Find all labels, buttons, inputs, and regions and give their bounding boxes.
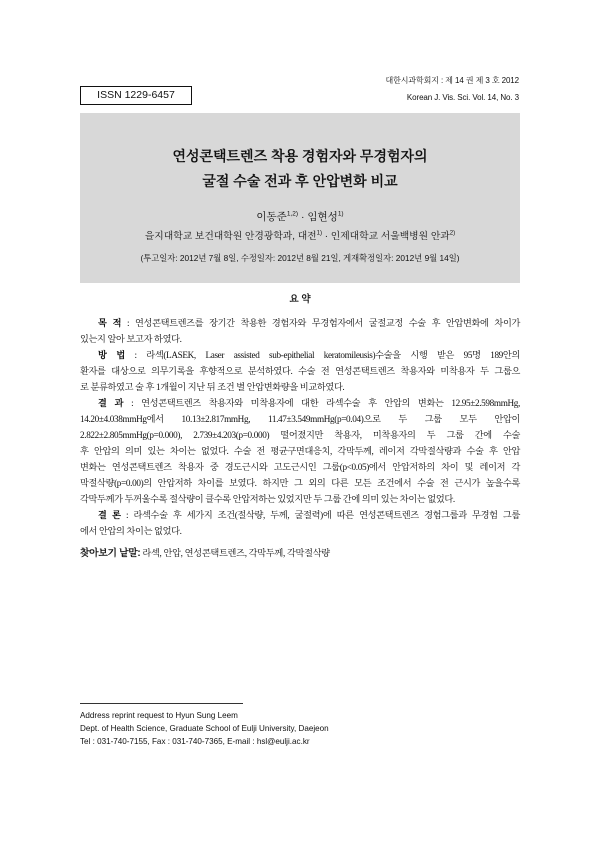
abstract-section-label: 방 법 [98, 350, 125, 360]
paper-title-line: 연성콘택트렌즈 착용 경험자와 무경험자의 [172, 148, 428, 164]
abstract-line [80, 507, 520, 523]
title-block [80, 113, 520, 283]
author-name: 이동준 [256, 211, 287, 223]
issn-box: ISSN 1229-6457 [80, 86, 192, 105]
author-name: 임현성 [307, 211, 338, 223]
affiliation: 을지대학교 보건대학원 안경광학과, 대전 [144, 231, 317, 242]
paper-title [80, 144, 520, 194]
abstract-line: 에서 안압의 차이는 없었다. [80, 526, 182, 536]
abstract-text: 라섹수술 후 세가지 조건(절삭량, 두께, 굴절력)에 따른 연성콘택트렌즈 경험그룹과 무경험 그룹 [133, 510, 520, 520]
abstract-line: 로 분류하였고 술 후 1개월이 지난 뒤 조건 별 안압변화량을 비교하였다. [80, 382, 345, 392]
abstract-label-separator: : [126, 318, 130, 328]
affiliation-mark: 1) [316, 230, 323, 237]
abstract-section-label: 결 론 [98, 510, 121, 520]
abstract-label-separator: : [125, 510, 129, 520]
abstract-section-label: 결 과 [98, 398, 124, 408]
keywords-text: 라섹, 안압, 연성콘택트렌즈, 각막두께, 각막절삭량 [142, 548, 330, 558]
abstract-line: 있는지 알아 보고자 하였다. [80, 334, 182, 344]
abstract-line [80, 347, 520, 363]
footnote-line: Dept. of Health Science, Graduate School of Eulji University, Daejeon [80, 724, 329, 733]
abstract-line: 14.20±4.038mmHg에서 10.13±2.817mmHg, 11.47±3.549mmHg(p=0.04)으로 두 그룹 모두 안압이 [80, 414, 520, 424]
correspondence-footnote [80, 709, 329, 748]
abstract-line [80, 315, 520, 331]
footnote-line: Address reprint request to Hyun Sung Leem [80, 711, 238, 720]
abstract-line [80, 395, 520, 411]
footnote-divider [80, 703, 243, 704]
abstract-text: 라섹(LASEK, Laser assisted sub-epithelial keratomileusis)수술을 시행 받은 95명 189안의 [146, 350, 520, 360]
affiliation-mark: 2) [449, 230, 456, 237]
author-affiliation-mark: 1,2) [286, 210, 299, 218]
abstract-line: 각막두께가 두꺼울수록 절삭량이 클수록 안압저하는 있었지만 두 그룹 간에 의미 있는 차이는 없었다. [80, 494, 455, 504]
author-separator: · [300, 211, 305, 223]
abstract-text: 연성콘택트렌즈를 장기간 착용한 경험자와 무경험자에서 굴절교정 수술 후 안압변화에 차이가 [135, 318, 520, 328]
abstract-line: 막절삭량(p=0.00)의 안압저하 차이를 보였다. 하지만 그 외의 다른 모든 조건에서 수술 전 근시가 높을수록 [80, 478, 520, 488]
abstract-heading: 요 약 [289, 294, 311, 305]
journal-citation-english: Korean J. Vis. Sci. Vol. 14, No. 3 [406, 93, 519, 102]
abstract-line: 후 안압의 의미 있는 차이는 없었다. 수술 전 평균구면대응치, 각막두께, 레이저 각막절삭량과 수술 후 안압 [80, 446, 520, 456]
keywords [80, 545, 520, 562]
submission-dates: (투고일자: 2012년 7월 8일, 수정일자: 2012년 8월 21일, 게재확정일자: 2012년 9월 14일) [140, 253, 460, 263]
affiliation: 인제대학교 서울백병원 안과 [330, 231, 450, 242]
journal-citation [386, 72, 519, 106]
abstract [80, 315, 520, 539]
keywords-label: 찾아보기 낱말: [80, 548, 141, 559]
author-affiliation-mark: 1) [337, 210, 344, 218]
abstract-line: 변화는 연성콘택트렌즈 착용자 중 경도근시와 고도근시인 그룹(p<0.05)에서 안압저하의 차이 및 레이저 각 [80, 462, 520, 472]
footnote-line: Tel : 031-740-7155, Fax : 031-740-7365, E-mail : hsl@eulji.ac.kr [80, 737, 310, 746]
abstract-line: 2.822±2.805mmHg(p=0.000), 2.739±4.203(p=0.000) 떨어졌지만 착용자, 미착용자의 두 그룹 간에 수술 [80, 430, 520, 440]
author-list [80, 209, 520, 225]
journal-citation-korean: 대한시과학회지 : 제 14 권 제 3 호 2012 [385, 76, 519, 85]
affiliation-list [80, 229, 520, 245]
abstract-section-label: 목 적 [98, 318, 122, 328]
abstract-line: 환자를 대상으로 의무기록을 후향적으로 분석하였다. 수술 전 연성콘택트렌즈 착용자와 미착용자 두 그룹으 [80, 366, 520, 376]
abstract-label-separator: : [131, 398, 134, 408]
abstract-text: 연성콘택트렌즈 착용자와 미착용자에 대한 라섹수술 후 안압의 변화는 12.95±2.598mmHg, [141, 398, 520, 408]
abstract-label-separator: : [134, 350, 137, 360]
paper-title-line: 굴절 수술 전과 후 안압변화 비교 [202, 173, 398, 189]
affiliation-separator: · [324, 231, 329, 242]
